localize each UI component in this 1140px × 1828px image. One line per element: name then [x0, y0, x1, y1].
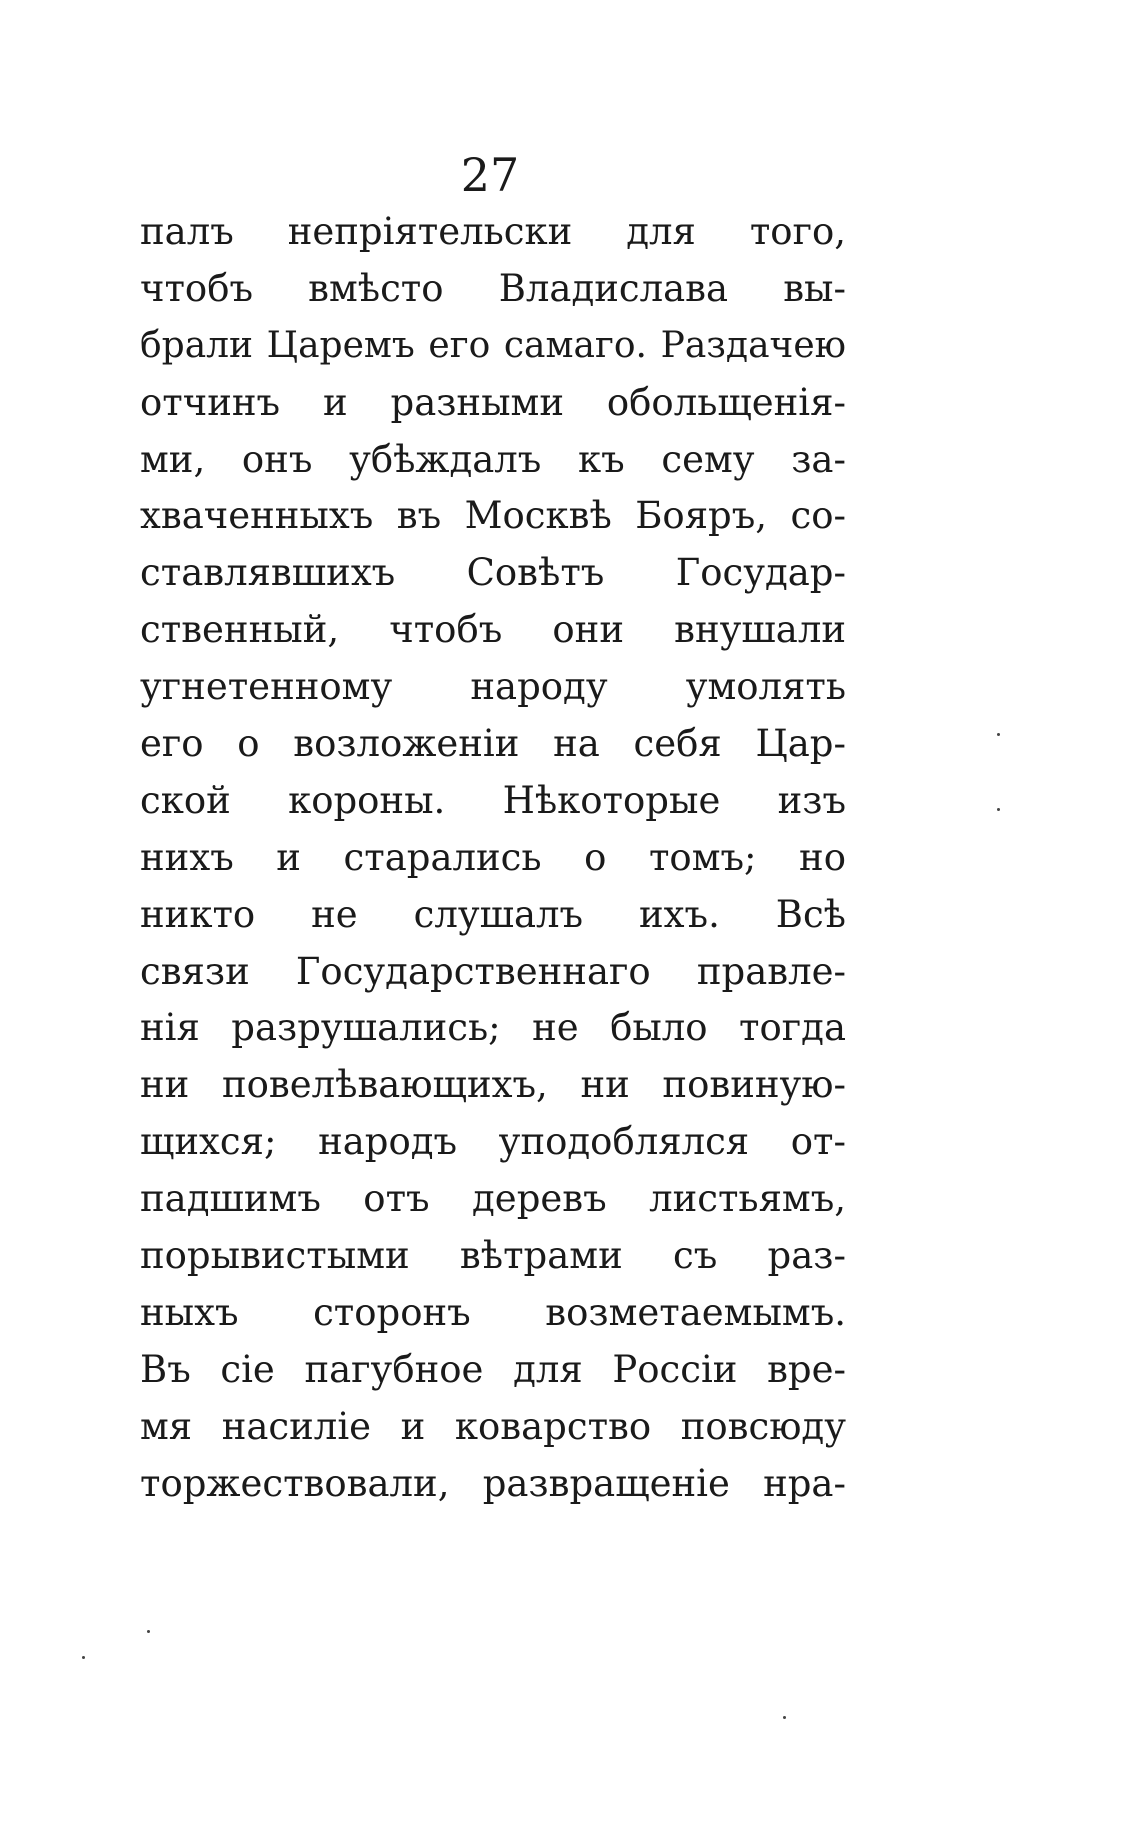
text-line: ми, онъ убѣждалъ къ сему за-	[140, 437, 846, 481]
text-line: палъ непріятельски для того,	[140, 210, 846, 253]
text-line: связи Государственнаго правле-	[140, 949, 846, 993]
text-line: ставлявшихъ Совѣтъ Государ-	[140, 551, 846, 595]
print-speck	[82, 1656, 85, 1659]
body-text	[140, 204, 846, 1512]
text-line: Въ сіе пагубное для Россіи вре-	[140, 1347, 846, 1391]
text-line: ныхъ сторонъ возметаемымъ.	[140, 1290, 846, 1334]
text-line: ской короны. Нѣкоторые изъ	[140, 778, 846, 822]
text-line: порывистыми вѣтрами съ раз-	[140, 1234, 846, 1278]
text-line: ни повелѣвающихъ, ни повиную-	[140, 1063, 846, 1107]
text-line: его о возложеніи на себя Цар-	[140, 722, 846, 766]
page-number: 27	[460, 148, 520, 202]
print-speck	[997, 808, 1000, 811]
text-line: угнетенному народу умолять	[140, 665, 846, 709]
text-line: щихся; народъ уподоблялся от-	[140, 1120, 846, 1164]
text-line: чтобъ вмѣсто Владислава вы-	[140, 266, 846, 310]
print-speck	[997, 733, 1000, 736]
print-speck	[783, 1716, 786, 1719]
text-line: нія разрушались; не было тогда	[140, 1006, 846, 1050]
text-line: брали Царемъ его самаго. Раздачею	[140, 324, 846, 366]
text-line: мя насиліе и коварство повсюду	[140, 1404, 846, 1448]
text-line: хваченныхъ въ Москвѣ Бояръ, со-	[140, 494, 846, 538]
text-line: никто не слушалъ ихъ. Всѣ	[140, 892, 846, 936]
print-speck	[147, 1630, 150, 1633]
text-line: торжествовали, развращеніе нра-	[140, 1461, 846, 1505]
text-line: ственный, чтобъ они внушали	[140, 608, 846, 652]
text-line: нихъ и старались о томъ; но	[140, 835, 846, 879]
text-line: падшимъ отъ деревъ листьямъ,	[140, 1177, 846, 1221]
text-line: отчинъ и разными обольщенія-	[140, 380, 846, 424]
